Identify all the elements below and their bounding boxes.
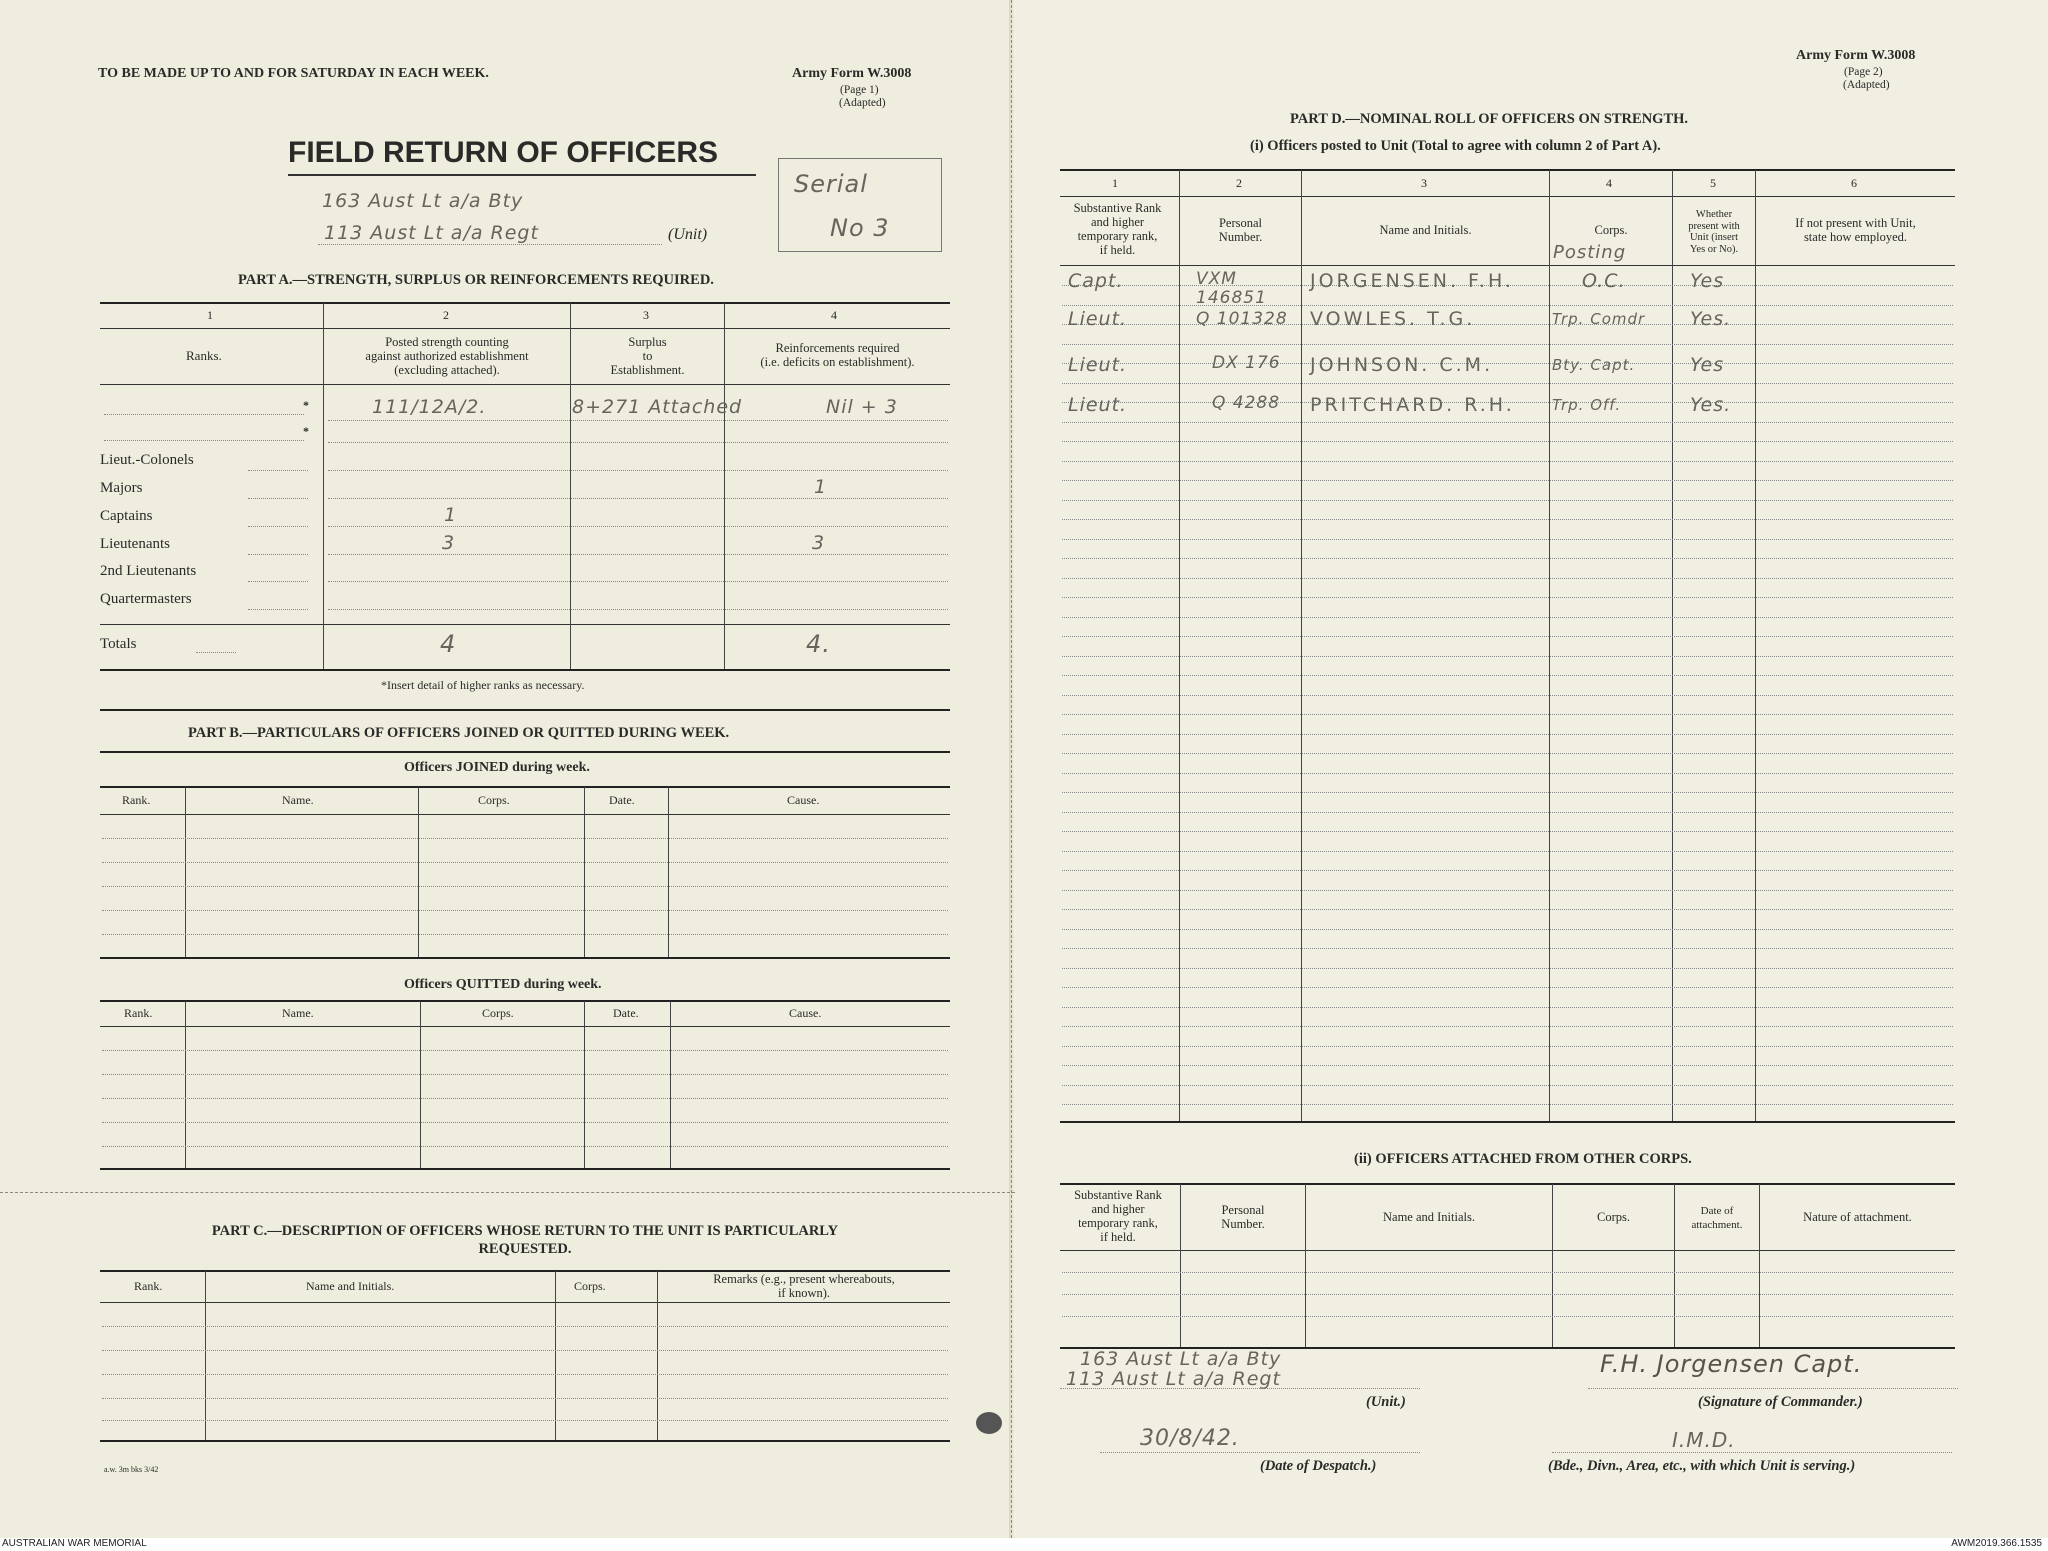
att-col1-line: temporary rank, xyxy=(1078,1216,1158,1230)
row-2-rank: Lieut. xyxy=(1068,308,1128,330)
serial-number-handwritten: No 3 xyxy=(830,214,890,242)
joined-header-rule xyxy=(100,814,950,815)
surplus-handwritten: 8+271 Attached xyxy=(572,396,743,418)
row-2-present: Yes. xyxy=(1690,308,1732,330)
star-row-dots-1 xyxy=(104,414,304,415)
roll-row-line xyxy=(1062,441,1953,442)
part-a-ranks-header: Ranks. xyxy=(186,348,222,363)
row-3-rank: Lieut. xyxy=(1068,354,1128,376)
archive-name: AUSTRALIAN WAR MEMORIAL xyxy=(2,1538,147,1549)
roll-row-line xyxy=(1062,773,1953,774)
col1-header-line: temporary rank, xyxy=(1077,229,1158,243)
quitted-top-rule xyxy=(100,1000,950,1002)
part-d-header-rule xyxy=(1060,265,1955,266)
star-row-line-1 xyxy=(328,420,948,421)
row-3-present: Yes xyxy=(1690,354,1725,376)
serial-handwritten: Serial xyxy=(794,170,868,198)
joined-col-divider xyxy=(668,787,669,957)
adapted-note: (Adapted) xyxy=(839,97,886,109)
part-a-footnote: *Insert detail of higher ranks as necessary. xyxy=(381,678,585,692)
row-4-posting: Trp. Off. xyxy=(1552,396,1622,414)
col5-header-line: Unit (insert xyxy=(1689,232,1739,243)
part-d-col1-header xyxy=(1056,201,1179,257)
roll-row-line xyxy=(1062,812,1953,813)
attached-row xyxy=(1062,1294,1953,1295)
part-d-col-number-1: 1 xyxy=(1112,176,1118,190)
page-number: (Page 1) xyxy=(840,84,879,96)
col2-header-line-2: against authorized establishment xyxy=(365,349,529,363)
part-a-col-number-1: 1 xyxy=(207,308,213,322)
roll-row-line xyxy=(1062,929,1953,930)
adapted-note-2: (Adapted) xyxy=(1843,79,1890,91)
quitted-row xyxy=(102,1098,948,1099)
joined-title: Officers JOINED during week. xyxy=(404,760,590,775)
part-d-top-rule xyxy=(1060,169,1955,171)
despatch-date-label: (Date of Despatch.) xyxy=(1260,1458,1377,1474)
part-d-col5-header xyxy=(1673,209,1755,255)
quitted-col-divider xyxy=(420,1001,421,1168)
unit-label: (Unit) xyxy=(668,226,708,243)
lieutenants-reinforcements-value: 3 xyxy=(812,532,826,554)
rank-majors: Majors xyxy=(100,480,143,496)
quitted-col-name: Name. xyxy=(282,1006,314,1020)
quitted-bottom-rule xyxy=(100,1168,950,1170)
roll-row-line xyxy=(1062,753,1953,754)
remarks-header-line-1: Remarks (e.g., present whereabouts, xyxy=(713,1272,895,1286)
part-d-col6-header xyxy=(1756,216,1955,244)
rank-dots xyxy=(248,470,308,471)
part-c-col-corps: Corps. xyxy=(574,1279,606,1293)
roll-row-line xyxy=(1062,597,1953,598)
col4-header-line-2: (i.e. deficits on establishment). xyxy=(760,355,915,369)
perforation-line xyxy=(1011,0,1012,1538)
rank-dots xyxy=(248,581,308,582)
row-1-rank: Capt. xyxy=(1068,270,1124,292)
col5-header-line: present with xyxy=(1688,220,1740,232)
rank-lieut-colonels: Lieut.-Colonels xyxy=(100,452,194,468)
col6-header-line: If not present with Unit, xyxy=(1795,216,1916,230)
att-col1-line: and higher xyxy=(1091,1202,1145,1216)
part-a-col3-header xyxy=(571,335,724,377)
roll-row-line xyxy=(1062,987,1953,988)
roll-row-line xyxy=(1062,1046,1953,1047)
part-d-bottom-rule xyxy=(1060,1121,1955,1123)
quitted-row xyxy=(102,1050,948,1051)
form-number-page-2: Army Form W.3008 xyxy=(1796,48,1916,63)
row-2-number: Q 101328 xyxy=(1196,309,1288,329)
archive-reference: AWM2019.366.1535 xyxy=(1951,1538,2042,1549)
attached-col-divider xyxy=(1552,1184,1553,1347)
star-row-dots-2 xyxy=(104,440,304,441)
posting-handwritten-header: Posting xyxy=(1553,242,1627,263)
roll-row-line xyxy=(1062,500,1953,501)
rank-dots xyxy=(248,609,308,610)
signoff-unit-line xyxy=(1060,1388,1420,1389)
quitted-row xyxy=(102,1122,948,1123)
attached-col5-header xyxy=(1675,1204,1759,1232)
quitted-col-date: Date. xyxy=(613,1006,639,1020)
att-col2-line: Personal xyxy=(1221,1203,1265,1217)
signature-label: (Signature of Commander.) xyxy=(1698,1394,1863,1410)
archive-footer xyxy=(0,1538,2048,1551)
attached-col4-header: Corps. xyxy=(1597,1210,1630,1224)
totals-label: Totals xyxy=(100,636,137,652)
rank-2nd-lieutenants: 2nd Lieutenants xyxy=(100,563,197,579)
attached-col-divider xyxy=(1759,1184,1760,1347)
part-c-col-divider xyxy=(205,1271,206,1440)
row-4-present: Yes. xyxy=(1690,394,1732,416)
part-a-number-rule xyxy=(100,328,950,329)
part-d-col3-header: Name and Initials. xyxy=(1379,223,1472,237)
roll-row-line xyxy=(1062,851,1953,852)
quitted-col-corps: Corps. xyxy=(482,1006,514,1020)
rank-quartermasters: Quartermasters xyxy=(100,591,192,607)
part-d-col-divider xyxy=(1672,170,1673,1121)
part-a-col4-header xyxy=(725,341,950,369)
att-col5-line: Date of xyxy=(1700,1205,1734,1217)
part-c-bottom-rule xyxy=(100,1440,950,1442)
attached-title: (ii) OFFICERS ATTACHED FROM OTHER CORPS. xyxy=(1354,1151,1692,1167)
part-c-col-name: Name and Initials. xyxy=(306,1279,395,1293)
instruction-text: TO BE MADE UP TO AND FOR SATURDAY IN EACH WEEK. xyxy=(98,66,489,81)
part-d-col-divider xyxy=(1549,170,1550,1121)
part-a-col-number-2: 2 xyxy=(443,308,449,322)
rank-dots xyxy=(248,554,308,555)
att-col5-line: attachment. xyxy=(1691,1219,1743,1231)
part-d-col-divider xyxy=(1179,170,1180,1121)
part-d-col2-header xyxy=(1180,216,1301,244)
roll-row-line xyxy=(1062,363,1953,364)
commander-signature: F.H. Jorgensen Capt. xyxy=(1600,1350,1863,1378)
col5-header-line: Whether xyxy=(1695,209,1733,220)
row-2-posting: Trp. Comdr xyxy=(1552,310,1646,328)
part-a-col-number-3: 3 xyxy=(643,308,649,322)
joined-col-name: Name. xyxy=(282,793,314,807)
part-a-col2-header xyxy=(324,335,570,377)
part-c-col-divider xyxy=(555,1271,556,1440)
unit-line xyxy=(318,244,662,245)
joined-col-divider xyxy=(584,787,585,957)
roll-row-line xyxy=(1062,636,1953,637)
part-c-title-1: PART C.—DESCRIPTION OF OFFICERS WHOSE RETURN TO THE UNIT IS PARTICULARLY xyxy=(211,1223,839,1239)
part-c-title-2: REQUESTED. xyxy=(478,1241,572,1257)
row-3-number: DX 176 xyxy=(1212,353,1281,373)
page-number-2: (Page 2) xyxy=(1844,66,1883,78)
hole-punch-mark xyxy=(976,1412,1002,1434)
roll-row-line xyxy=(1062,383,1953,384)
roll-row-line xyxy=(1062,831,1953,832)
col3-header-line-3: Establishment. xyxy=(610,363,685,377)
signoff-unit-handwritten-1: 163 Aust Lt a/a Bty xyxy=(1080,1348,1282,1370)
part-b-title: PART B.—PARTICULARS OF OFFICERS JOINED OR QUITTED DURING WEEK. xyxy=(188,725,730,741)
part-c-col-remarks xyxy=(658,1272,950,1300)
remarks-header-line-2: if known). xyxy=(777,1286,831,1300)
signoff-unit-label: (Unit.) xyxy=(1366,1394,1406,1410)
roll-row-line xyxy=(1062,558,1953,559)
roll-row-line xyxy=(1062,1085,1953,1086)
col1-header-line: Substantive Rank xyxy=(1073,201,1162,215)
col6-header-line: state how employed. xyxy=(1803,230,1908,244)
signoff-unit-handwritten-2: 113 Aust Lt a/a Regt xyxy=(1066,1368,1281,1390)
quitted-col-divider xyxy=(584,1001,585,1168)
quitted-title: Officers QUITTED during week. xyxy=(404,977,602,992)
roll-row-line xyxy=(1062,617,1953,618)
quitted-col-divider xyxy=(670,1001,671,1168)
quitted-row xyxy=(102,1074,948,1075)
joined-row xyxy=(102,934,948,935)
part-c-row xyxy=(102,1398,948,1399)
rank-row-line xyxy=(328,609,948,610)
quitted-row xyxy=(102,1146,948,1147)
joined-col-corps: Corps. xyxy=(478,793,510,807)
part-d-col4-header: Corps. xyxy=(1594,223,1628,237)
roll-row-line xyxy=(1062,1065,1953,1066)
quitted-col-rank: Rank. xyxy=(124,1006,153,1020)
col1-header-line: if held. xyxy=(1099,243,1136,257)
part-a-top-rule xyxy=(100,302,950,304)
part-a-col-number-4: 4 xyxy=(831,308,837,322)
col5-header-line: Yes or No). xyxy=(1689,243,1739,255)
attached-col-divider xyxy=(1305,1184,1306,1347)
col2-header-line: Number. xyxy=(1218,230,1263,244)
horizontal-perforation xyxy=(0,1192,1015,1193)
joined-col-rank: Rank. xyxy=(122,793,151,807)
attached-top-rule xyxy=(1060,1183,1955,1185)
joined-top-rule xyxy=(100,786,950,788)
roll-row-line xyxy=(1062,890,1953,891)
roll-row-line xyxy=(1062,792,1953,793)
joined-col-divider xyxy=(185,787,186,957)
unit-handwritten-1: 163 Aust Lt a/a Bty xyxy=(322,190,524,212)
roll-row-line xyxy=(1062,461,1953,462)
part-d-col-divider xyxy=(1301,170,1302,1121)
area-handwritten: I.M.D. xyxy=(1672,1428,1736,1452)
part-c-header-rule xyxy=(100,1302,950,1303)
lieutenants-posted-value: 3 xyxy=(442,532,456,554)
part-b-title-rule xyxy=(100,751,950,753)
col3-header-line-1: Surplus xyxy=(628,335,667,349)
col1-header-line: and higher xyxy=(1090,215,1145,229)
despatch-date-line xyxy=(1100,1452,1420,1453)
part-a-bottom-rule xyxy=(100,669,950,671)
rank-row-line xyxy=(328,581,948,582)
joined-col-cause: Cause. xyxy=(787,793,820,807)
rank-dots xyxy=(248,526,308,527)
col4-header-line-1: Reinforcements required xyxy=(775,341,900,355)
roll-row-line xyxy=(1062,968,1953,969)
captains-posted-value: 1 xyxy=(444,504,458,526)
print-code: a.w. 3m bks 3/42 xyxy=(104,1465,159,1474)
part-d-col-number-4: 4 xyxy=(1606,176,1612,190)
attached-col2-header xyxy=(1181,1203,1305,1231)
attached-header-rule xyxy=(1060,1250,1955,1251)
joined-col-date: Date. xyxy=(609,793,635,807)
totals-reinforcements-value: 4. xyxy=(806,630,831,658)
star-row-line-2 xyxy=(328,442,948,443)
roll-row-line xyxy=(1062,1007,1953,1008)
part-c-col-rank: Rank. xyxy=(134,1279,163,1293)
form-number: Army Form W.3008 xyxy=(792,66,912,81)
att-col1-line: Substantive Rank xyxy=(1074,1188,1162,1202)
roll-row-line xyxy=(1062,578,1953,579)
row-4-name: PRITCHARD. R.H. xyxy=(1310,394,1515,416)
page-title: FIELD RETURN OF OFFICERS xyxy=(288,136,718,169)
star-marker-1: * xyxy=(303,398,309,412)
attached-col1-header xyxy=(1056,1188,1180,1244)
joined-col-divider xyxy=(418,787,419,957)
row-1-number: VXM 146851 xyxy=(1196,269,1267,308)
joined-row xyxy=(102,838,948,839)
part-c-row xyxy=(102,1326,948,1327)
att-col1-line: if held. xyxy=(1100,1230,1136,1244)
totals-dots xyxy=(196,652,236,653)
totals-posted-value: 4 xyxy=(440,630,457,658)
rank-lieutenants: Lieutenants xyxy=(100,536,170,552)
reinforcements-handwritten: Nil + 3 xyxy=(826,396,898,418)
roll-row-line xyxy=(1062,1104,1953,1105)
part-d-subtitle: (i) Officers posted to Unit (Total to agree with column 2 of Part A). xyxy=(1250,138,1661,154)
part-d-col-number-5: 5 xyxy=(1710,176,1716,190)
title-underline xyxy=(288,174,756,176)
roll-row-line xyxy=(1062,695,1953,696)
row-1-name: JORGENSEN. F.H. xyxy=(1310,270,1514,292)
rank-dots xyxy=(248,498,308,499)
signature-line xyxy=(1588,1388,1958,1389)
area-label: (Bde., Divn., Area, etc., with which Unit is serving.) xyxy=(1548,1458,1856,1474)
part-a-header-rule xyxy=(100,384,950,385)
unit-handwritten-2: 113 Aust Lt a/a Regt xyxy=(324,222,539,244)
attached-col3-header: Name and Initials. xyxy=(1383,1210,1475,1224)
part-b-top-rule xyxy=(100,709,950,711)
row-2-name: VOWLES. T.G. xyxy=(1310,308,1476,330)
part-a-totals-rule xyxy=(100,624,950,625)
quitted-header-rule xyxy=(100,1026,950,1027)
row-3-name: JOHNSON. C.M. xyxy=(1310,354,1494,376)
col3-header-line-2: to xyxy=(642,349,653,363)
roll-row-line xyxy=(1062,422,1953,423)
part-a-title: PART A.—STRENGTH, SURPLUS OR REINFORCEMENTS REQUIRED. xyxy=(238,272,714,288)
attached-col6-header: Nature of attachment. xyxy=(1803,1210,1912,1224)
joined-row xyxy=(102,910,948,911)
attached-row xyxy=(1062,1316,1953,1317)
roll-row-line xyxy=(1062,909,1953,910)
roll-row-line xyxy=(1062,480,1953,481)
joined-bottom-rule xyxy=(100,957,950,959)
roll-row-line xyxy=(1062,948,1953,949)
part-d-col-number-6: 6 xyxy=(1851,176,1857,190)
part-c-row xyxy=(102,1374,948,1375)
part-d-col-number-2: 2 xyxy=(1236,176,1242,190)
row-3-posting: Bty. Capt. xyxy=(1552,356,1636,374)
row-1-posting: O.C. xyxy=(1582,270,1626,292)
roll-row-line xyxy=(1062,1026,1953,1027)
center-fold xyxy=(1009,0,1015,1538)
row-1-present: Yes xyxy=(1690,270,1725,292)
roll-row-line xyxy=(1062,870,1953,871)
roll-row-line xyxy=(1062,714,1953,715)
roll-row-line xyxy=(1062,539,1953,540)
joined-row xyxy=(102,862,948,863)
att-col2-line: Number. xyxy=(1221,1217,1265,1231)
roll-row-line xyxy=(1062,675,1953,676)
rank-captains: Captains xyxy=(100,508,153,524)
star-marker-2: * xyxy=(303,424,309,438)
part-d-number-rule xyxy=(1060,196,1955,197)
row-4-rank: Lieut. xyxy=(1068,394,1128,416)
posted-strength-handwritten: 111/12A/2. xyxy=(372,396,487,418)
area-line xyxy=(1552,1452,1952,1453)
majors-reinforcements-value: 1 xyxy=(814,476,828,498)
rank-row-line xyxy=(328,526,948,527)
rank-row-line xyxy=(328,498,948,499)
quitted-col-cause: Cause. xyxy=(789,1006,822,1020)
row-4-number: Q 4288 xyxy=(1212,393,1281,413)
joined-row xyxy=(102,886,948,887)
col2-header-line-1: Posted strength counting xyxy=(385,335,509,349)
part-d-col-divider xyxy=(1755,170,1756,1121)
part-d-col-number-3: 3 xyxy=(1421,176,1427,190)
part-d-title: PART D.—NOMINAL ROLL OF OFFICERS ON STRENGTH. xyxy=(1290,111,1689,127)
roll-row-line xyxy=(1062,734,1953,735)
roll-row-line xyxy=(1062,344,1953,345)
col2-header-line-3: (excluding attached). xyxy=(394,363,500,377)
col2-header-line: Personal xyxy=(1218,216,1263,230)
despatch-date-handwritten: 30/8/42. xyxy=(1140,1426,1240,1451)
roll-row-line xyxy=(1062,519,1953,520)
attached-row xyxy=(1062,1272,1953,1273)
rank-row-line xyxy=(328,470,948,471)
part-c-row xyxy=(102,1350,948,1351)
rank-row-line xyxy=(328,554,948,555)
part-c-row xyxy=(102,1420,948,1421)
roll-row-line xyxy=(1062,656,1953,657)
quitted-col-divider xyxy=(185,1001,186,1168)
